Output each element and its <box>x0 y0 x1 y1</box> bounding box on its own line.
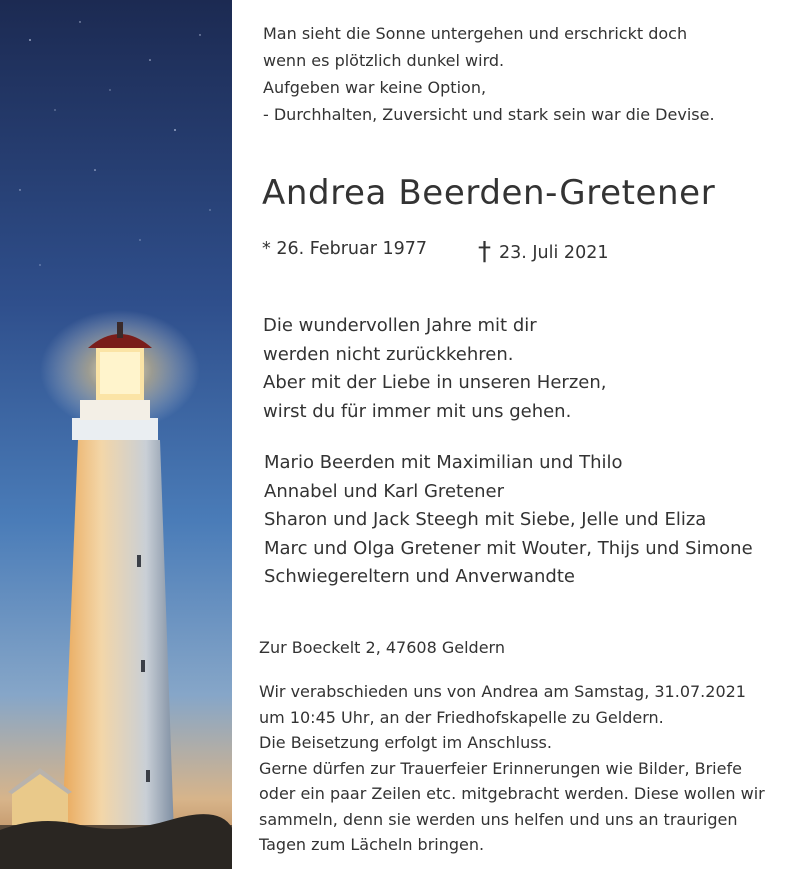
mourner-line: Schwiegereltern und Anverwandte <box>264 566 575 587</box>
mourner-line: Annabel und Karl Gretener <box>264 480 505 502</box>
funeral-notice <box>259 679 765 858</box>
mourner-line: Sharon und Jack Steegh mit Siebe, Jelle und Eliza <box>264 509 707 530</box>
address: Zur Boeckelt 2, 47608 Geldern <box>259 638 505 657</box>
notice-line: oder ein paar Zeilen etc. mitgebracht werden. Diese wollen wir <box>259 784 765 803</box>
notice-line: Tagen zum Lächeln bringen. <box>259 835 485 854</box>
birth-date: * 26. Februar 1977 <box>262 239 427 259</box>
deceased-name: Andrea Beerden-Gretener <box>262 173 716 213</box>
cross-icon: † <box>478 237 491 267</box>
verse-line: werden nicht zurückkehren. <box>263 343 514 365</box>
lighthouse-photo <box>0 0 232 869</box>
verse-line: Man sieht die Sonne untergehen und erschrickt doch <box>263 24 688 43</box>
notice-line: Gerne dürfen zur Trauerfeier Erinnerungen wie Bilder, Briefe <box>259 758 742 778</box>
notice-line: Die Beisetzung erfolgt im Anschluss. <box>259 733 552 752</box>
verse-line: - Durchhalten, Zuversicht und stark sein war die Devise. <box>263 105 715 124</box>
verse-line: Die wundervollen Jahre mit dir <box>263 315 537 336</box>
verse-line: wenn es plötzlich dunkel wird. <box>263 51 505 70</box>
death-date: 23. Juli 2021 <box>499 243 609 263</box>
opening-verse <box>263 20 715 128</box>
mourner-line: Marc und Olga Gretener mit Wouter, Thijs und Simone <box>264 537 753 559</box>
notice-line: um 10:45 Uhr, an der Friedhofskapelle zu Geldern. <box>259 707 664 727</box>
memorial-verse <box>263 312 606 426</box>
mourner-line: Mario Beerden mit Maximilian und Thilo <box>264 452 623 473</box>
mourners-list <box>264 449 753 592</box>
death-date-group <box>478 235 608 265</box>
verse-line: Aufgeben war keine Option, <box>263 78 487 97</box>
notice-line: sammeln, denn sie werden uns helfen und uns an traurigen <box>259 809 738 829</box>
verse-line: wirst du für immer mit uns gehen. <box>263 400 572 422</box>
lighthouse-image <box>0 0 232 869</box>
verse-line: Aber mit der Liebe in unseren Herzen, <box>263 372 607 393</box>
notice-line: Wir verabschieden uns von Andrea am Samstag, 31.07.2021 <box>259 682 746 701</box>
